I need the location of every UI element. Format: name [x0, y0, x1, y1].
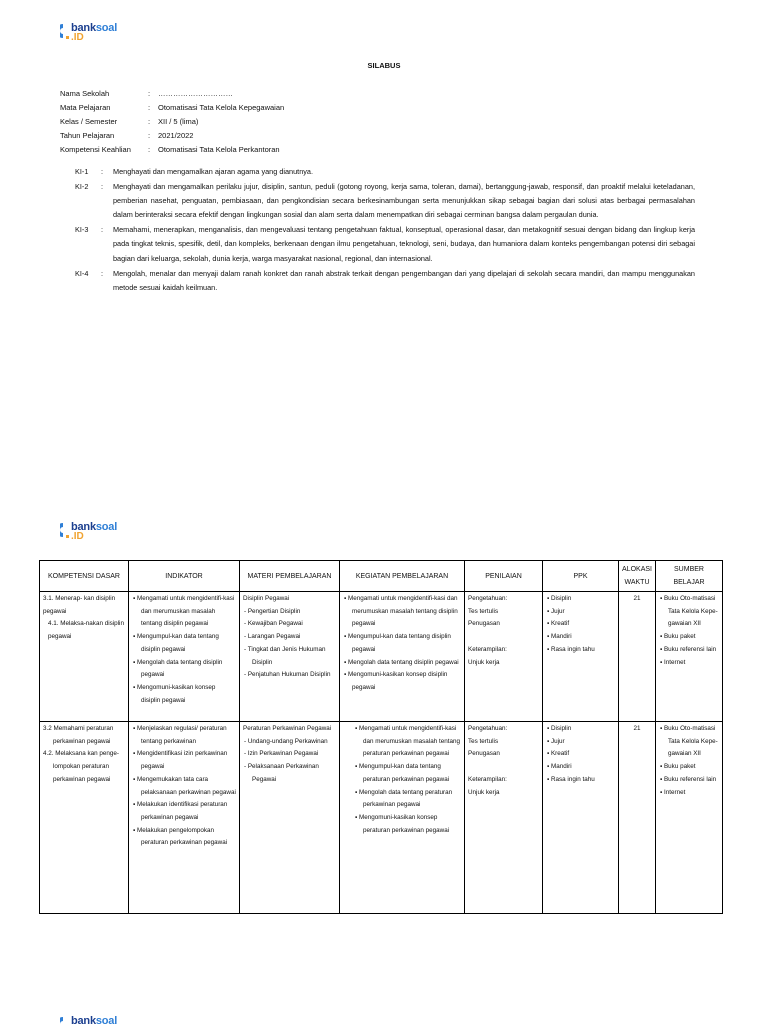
banksoal-logo-icon	[60, 522, 70, 538]
cell-kd: 3.1. Menerap- kan disiplin pegawai 4.1. Melaksa-nakan disiplin pegawai	[40, 592, 129, 722]
header-penilaian: PENILAIAN	[465, 561, 543, 592]
info-row: Nama Sekolah : …………………………	[60, 88, 233, 98]
cell-alokasi: 21	[619, 722, 656, 914]
cell-sumber: ▪ Buku Oto-matisasi Tata Kelola Kepe-gawaian XII ▪ Buku paket ▪ Buku referensi lain ▪ Internet	[656, 592, 723, 722]
cell-ppk: ▪ Disiplin ▪ Jujur ▪ Kreatif ▪ Mandiri ▪ Rasa ingin tahu	[543, 722, 619, 914]
cell-penilaian: Pengetahuan: Tes tertulis Penugasan Keterampilan: Unjuk kerja	[465, 592, 543, 722]
logo-text-soal: soal	[95, 22, 118, 34]
cell-indikator: ▪ Mengamati untuk mengidentifi-kasi dan merumuskan masalah tentang disiplin pegawai ▪ Mengumpul-kan data tentang disiplin pegawai ▪ Mengolah data tentang disiplin pegawai ▪ Mengomuni-kasikan konsep disiplin pegawai	[129, 592, 240, 722]
header-indikator: INDIKATOR	[129, 561, 240, 592]
cell-indikator: ▪ Menjelaskan regulasi/ peraturan tentang perkawinan ▪ Mengidentifikasi izin perkawinan pegawai ▪ Mengemukakan tata cara pelaksanaan perkawinan pegawai ▪ Melakukan identifikasi peraturan perkawinan pegawai ▪ Melakukan pengelompokan peraturan perkawinan pegawai	[129, 722, 240, 914]
logo-text-bank: bank	[71, 521, 96, 533]
cell-kegiatan: ▪ Mengamati untuk mengidentifi-kasi dan merumuskan masalah tentang peraturan perkawinan pegawai ▪ Mengumpul-kan data tentang peraturan perkawinan pegawai ▪ Mengolah data tentang peraturan perkawinan pegawai ▪ Mengomuni-kasikan konsep peraturan perkawinan pegawai	[340, 722, 465, 914]
logo-text-soal: soal	[95, 521, 118, 533]
header-kompetensi-dasar: KOMPETENSI DASAR	[40, 561, 129, 592]
cell-materi: Peraturan Perkawinan Pegawai - Undang-undang Perkawinan - Izin Perkawinan Pegawai - Pelaksanaan Perkawinan Pegawai	[240, 722, 340, 914]
cell-alokasi: 21	[619, 592, 656, 722]
cell-ppk: ▪ Disiplin ▪ Jujur ▪ Kreatif ▪ Mandiri ▪ Rasa ingin tahu	[543, 592, 619, 722]
banksoal-logo-icon	[60, 23, 70, 39]
logo-text-soal: soal	[95, 1015, 118, 1024]
header-ppk: PPK	[543, 561, 619, 592]
ki-item: KI-2 : Menghayati dan mengamalkan perilaku jujur, disiplin, santun, peduli (gotong royong, kerja sama, toleran, damai), bertanggung-jawab, responsif, dan proaktif melalui keteladanan, pemberian nasehat, penguatan, pembiasaan, dan pengkondisian secara berkesinambungan serta menunjukkan sikap sebagai bagian dari solusi atas berbagai permasalahan dalam berinteraksi secara efektif dengan lingkungan sosial dan alam serta dalam menempatkan diri sebagai cerminan bangsa dalam pergaulan dunia.	[75, 181, 695, 220]
table-row	[40, 592, 723, 722]
info-row: Tahun Pelajaran : 2021/2022	[60, 130, 194, 140]
info-row: Mata Pelajaran : Otomatisasi Tata Kelola Kepegawaian	[60, 102, 285, 112]
table-row	[40, 722, 723, 914]
banksoal-logo	[60, 23, 117, 43]
table-header-row	[40, 561, 723, 592]
logo-text-id: .ID	[71, 531, 84, 542]
cell-sumber: ▪ Buku Oto-matisasi Tata Kelola Kepe-gawaian XII ▪ Buku paket ▪ Buku referensi lain ▪ Internet	[656, 722, 723, 914]
cell-materi: Disiplin Pegawai - Pengertian Disiplin - Kewajiban Pegawai - Larangan Pegawai - Tingkat dan Jenis Hukuman Disiplin - Penjatuhan Hukuman Disiplin	[240, 592, 340, 722]
banksoal-logo-icon	[60, 1016, 70, 1024]
banksoal-logo	[60, 1016, 117, 1024]
header-kegiatan: KEGIATAN PEMBELAJARAN	[340, 561, 465, 592]
cell-kegiatan: ▪ Mengamati untuk mengidentifi-kasi dan merumuskan masalah tentang disiplin pegawai ▪ Mengumpul-kan data tentang disiplin pegawai ▪ Mengolah data tentang disiplin pegawai ▪ Mengomuni-kasikan konsep disiplin pegawai	[340, 592, 465, 722]
info-block	[60, 86, 284, 156]
logo-text-bank: bank	[71, 22, 96, 34]
banksoal-logo	[60, 522, 117, 542]
logo-text-id: .ID	[71, 32, 84, 43]
logo-text-bank: bank	[71, 1015, 96, 1024]
info-row: Kelas / Semester : XII / 5 (lima)	[60, 116, 199, 126]
header-alokasi: ALOKASI WAKTU	[619, 561, 656, 592]
ki-item: KI-1 : Menghayati dan mengamalkan ajaran agama yang dianutnya.	[75, 167, 313, 176]
ki-item: KI-3 : Memahami, menerapkan, menganalisis, dan mengevaluasi tentang pengetahuan faktual, konseptual, operasional dasar, dan metakognitif sesuai dengan bidang dan lingkup kerja pada tingkat teknis, spesifik, detil, dan kompleks, berkenaan dengan ilmu pengetahuan, teknologi, seni, budaya, dan humaniora dalam konteks pengembangan potensi diri sebagai bagian dari keluarga, sekolah, dunia kerja, warga masyarakat nasional, regional, dan internasional.	[75, 225, 695, 263]
kompetensi-inti-list	[75, 165, 695, 296]
info-row: Kompetensi Keahlian : Otomatisasi Tata Kelola Perkantoran	[60, 144, 280, 154]
header-sumber: SUMBER BELAJAR	[656, 561, 723, 592]
cell-penilaian: Pengetahuan: Tes tertulis Penugasan Keterampilan: Unjuk kerja	[465, 722, 543, 914]
cell-kd: 3.2 Memahami peraturan perkawinan pegawai 4.2. Melaksana kan penge-lompokan peraturan perkawinan pegawai	[40, 722, 129, 914]
page-title: SILABUS	[367, 61, 401, 70]
silabus-table	[39, 560, 723, 914]
ki-item: KI-4 : Mengolah, menalar dan menyaji dalam ranah konkret dan ranah abstrak terkait dengan pengembangan dari yang dipelajari di sekolah secara mandiri, dan mampu menggunakan metode sesuai kaidah keilmuan.	[75, 268, 695, 292]
header-materi: MATERI PEMBELAJARAN	[240, 561, 340, 592]
